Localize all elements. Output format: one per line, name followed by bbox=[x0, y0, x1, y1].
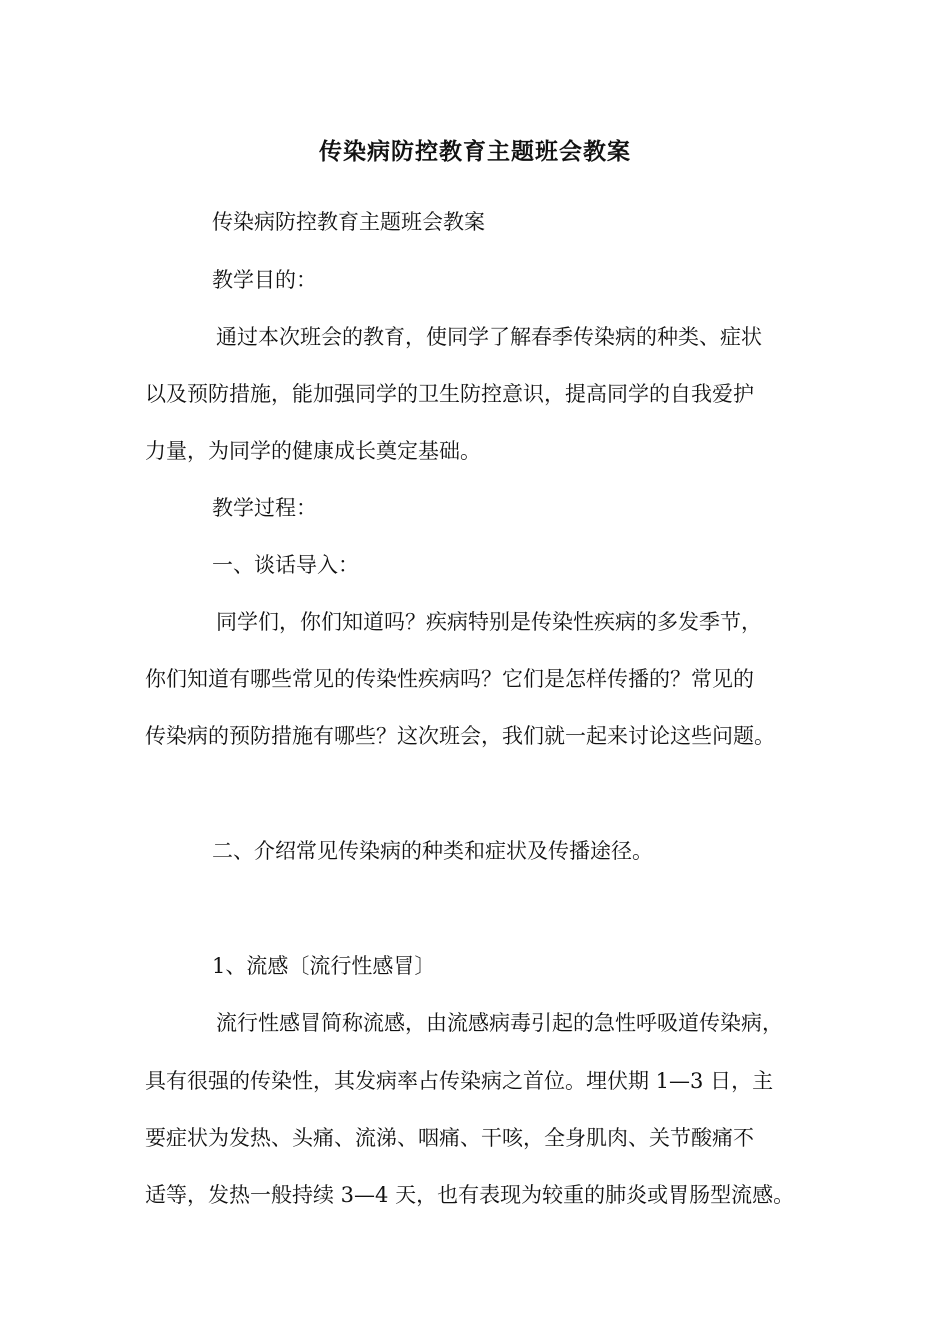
section1-line-3: 传染病的预防措施有哪些？这次班会，我们就一起来讨论这些问题。 bbox=[145, 724, 775, 748]
section1-heading: 一、谈话导入： bbox=[212, 553, 359, 577]
item1-line-2: 具有很强的传染性，其发病率占传染病之首位。埋伏期 1—3 日，主 bbox=[145, 1069, 774, 1093]
process-heading: 教学过程： bbox=[212, 496, 317, 520]
item1-line-1: 流行性感冒简称流感，由流感病毒引起的急性呼吸道传染病， bbox=[216, 1011, 783, 1035]
item1-line-4: 适等，发热一般持续 3—4 天，也有表现为较重的肺炎或胃肠型流感。 bbox=[145, 1183, 795, 1207]
section1-line-2: 你们知道有哪些常见的传染性疾病吗？它们是怎样传播的？常见的 bbox=[145, 667, 754, 691]
objective-line-3: 力量，为同学的健康成长奠定基础。 bbox=[145, 439, 481, 463]
document-subtitle: 传染病防控教育主题班会教案 bbox=[212, 210, 485, 234]
objective-line-2: 以及预防措施，能加强同学的卫生防控意识，提高同学的自我爱护 bbox=[145, 382, 754, 406]
objective-line-1: 通过本次班会的教育，使同学了解春季传染病的种类、症状 bbox=[216, 325, 762, 349]
section2-heading: 二、介绍常见传染病的种类和症状及传播途径。 bbox=[212, 839, 653, 863]
item1-heading: 1、流感〔流行性感冒〕 bbox=[212, 954, 436, 978]
item1-line-3: 要症状为发热、头痛、流涕、咽痛、干咳，全身肌肉、关节酸痛不 bbox=[145, 1126, 754, 1150]
section1-line-1: 同学们，你们知道吗？疾病特别是传染性疾病的多发季节， bbox=[216, 610, 762, 634]
document-title: 传染病防控教育主题班会教案 bbox=[319, 138, 631, 165]
objective-heading: 教学目的： bbox=[212, 268, 317, 292]
